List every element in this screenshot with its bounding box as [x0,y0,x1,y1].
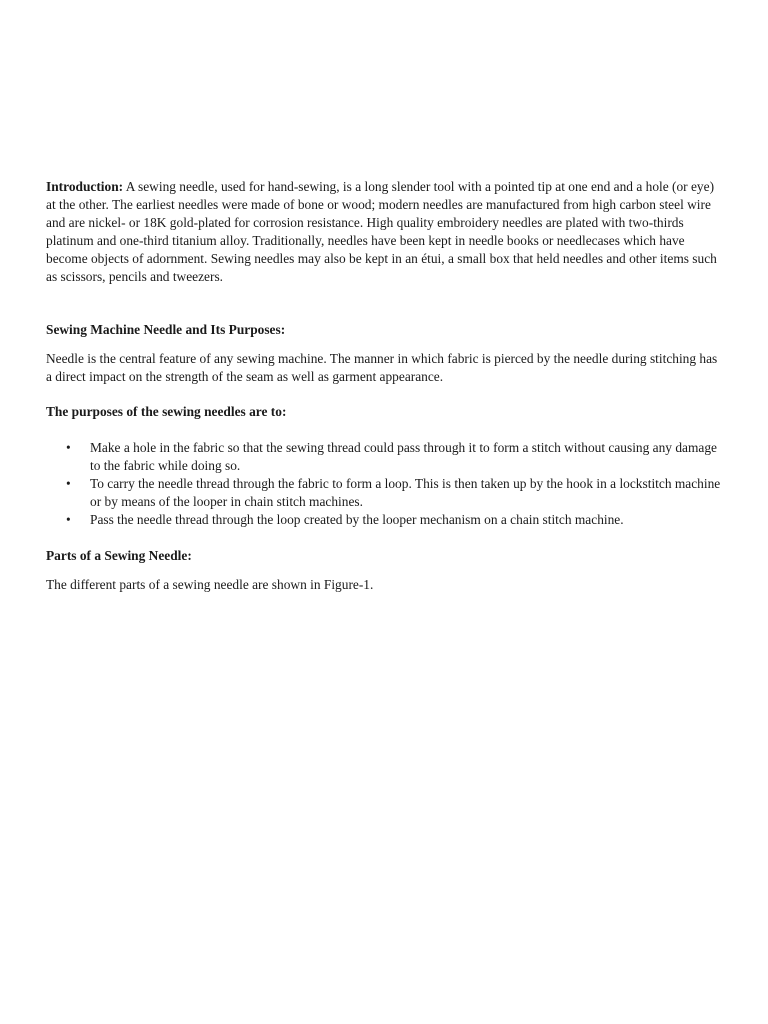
intro-label: Introduction: [46,179,124,194]
section-heading-machine-needle: Sewing Machine Needle and Its Purposes: [46,322,286,337]
purposes-list [46,439,726,529]
section-heading-purposes: The purposes of the sewing needles are to: [46,404,287,419]
list-item-text: Pass the needle thread through the loop created by the looper mechanism on a chain stitch machine. [90,512,624,527]
list-item [46,439,726,475]
intro-text: A sewing needle, used for hand-sewing, is a long slender tool with a pointed tip at one end and a hole (or eye) at the other. The earliest needles were made of bone or wood; modern needles are manufactured from high carbon steel wire and are nickel- or 18K gold-plated for corrosion resistance. High quality embroidery needles are plated with two-thirds platinum and one-third titanium alloy. Traditionally, needles have been kept in needle books or needlecases which have become objects of adornment. Sewing needles may also be kept in an étui, a small box that held needles and other items such as scissors, pencils and tweezers. [46,179,717,284]
document-page [46,178,726,594]
list-item-text: Make a hole in the fabric so that the sewing thread could pass through it to form a stitch without causing any damage to the fabric while doing so. [90,440,717,473]
list-item [46,511,726,529]
section-paragraph-machine-needle: Needle is the central feature of any sewing machine. The manner in which fabric is pierced by the needle during stitching has a direct impact on the strength of the seam as well as garment appearance. [46,351,718,384]
bullet-icon: • [66,476,71,491]
intro-paragraph [46,178,726,286]
section-heading-parts: Parts of a Sewing Needle: [46,548,192,563]
list-item [46,475,726,511]
bullet-icon: • [66,440,71,455]
bullet-icon: • [66,512,71,527]
section-paragraph-parts: The different parts of a sewing needle are shown in Figure-1. [46,577,374,592]
list-item-text: To carry the needle thread through the fabric to form a loop. This is then taken up by the hook in a lockstitch machine or by means of the looper in chain stitch machines. [90,476,721,509]
